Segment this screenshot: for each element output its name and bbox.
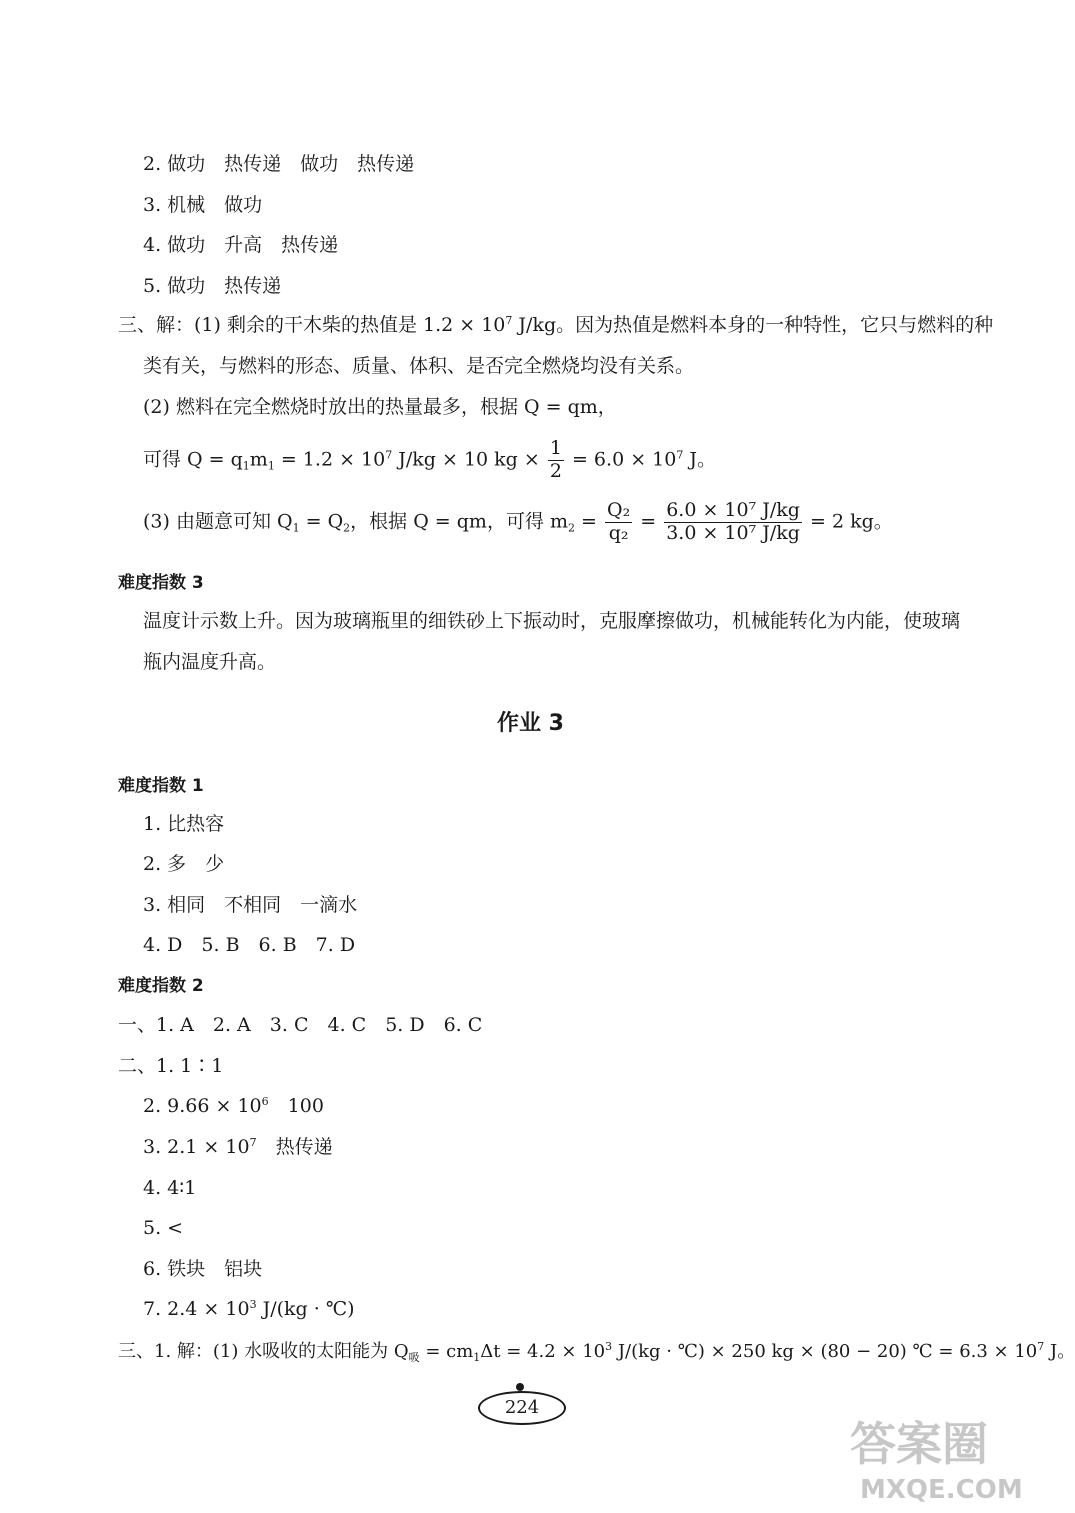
d2-part-two-7: 7. $2.4 \times 10^3$ J/(kg · ℃) (143, 1298, 355, 1320)
d2-part-two-4: 4. 4∶1 (143, 1177, 197, 1199)
d2-part-two-3: 3. $2.1 \times 10^7$ 热传递 (143, 1136, 333, 1158)
page-number: 224 (478, 1391, 566, 1425)
answer-line-5: 5. 做功 热传递 (143, 275, 282, 297)
difficulty-2-heading: 难度指数 2 (118, 976, 204, 996)
fraction-heat-values: $\frac{\text{6.0 × 10⁷ J/kg}}{\text{3.0 × 10⁷ J/kg}}$ (666, 499, 800, 544)
answer-line-2: 2. 做功 热传递 做功 热传递 (143, 153, 415, 175)
answer-line-4: 4. 做功 升高 热传递 (143, 234, 339, 256)
watermark-text: 答案圈 (850, 1417, 988, 1471)
difficulty-3-answer-line1: 温度计示数上升。因为玻璃瓶里的细铁砂上下振动时，克服摩擦做功，机械能转化为内能，使玻璃 (143, 610, 961, 632)
d2-part-two-1: 二、1. 1∶1 (118, 1055, 224, 1077)
fraction-one-half: $\frac{1}{2}$ (549, 437, 562, 482)
q3-part1-line2: 类有关，与燃料的形态、质量、体积、是否完全燃烧均没有关系。 (143, 355, 695, 377)
d2-part-two-6: 6. 铁块 铝块 (143, 1258, 263, 1280)
d2-part-two-5: 5. < (143, 1217, 184, 1239)
difficulty-1-heading: 难度指数 1 (118, 776, 204, 796)
d1-answer-2: 2. 多 少 (143, 853, 225, 875)
section-title-homework-3: 作业 3 (497, 711, 564, 736)
answer-line-3: 3. 机械 做功 (143, 194, 263, 216)
d2-part-one: 一、1. A 2. A 3. C 4. C 5. D 6. C (118, 1014, 483, 1036)
d1-answer-3: 3. 相同 不相同 一滴水 (143, 894, 358, 916)
fraction-q2-over-q2: $\frac{\text{Q₂}}{\text{q₂}}$ (607, 499, 631, 544)
watermark-logo (830, 1400, 1023, 1508)
difficulty-3-heading: 难度指数 3 (118, 573, 204, 593)
d1-answer-1: 1. 比热容 (143, 813, 225, 835)
d2-part-three-1: 三、1. 解：(1) 水吸收的太阳能为 $Q_吸 = cm_1\Delta t = 4.2 \times 10^3$ J/(kg · ℃) × 250 kg × (80 − 20) ℃ = $6.3 \times 10^7$ J。 (118, 1340, 1075, 1364)
q3-part1-line1: 三、解：(1) 剩余的干木柴的热值是 $1.2 \times 10^7$ J/kg。因为热值是燃料本身的一种特性，它只与燃料的种 (118, 314, 994, 336)
q3-part2-line1: (2) 燃料在完全燃烧时放出的热量最多，根据 Q = qm， (143, 396, 617, 418)
d2-part-two-2: 2. $9.66 \times 10^6$ 100 (143, 1095, 324, 1117)
d1-answer-4-7: 4. D 5. B 6. B 7. D (143, 934, 356, 956)
page-number-dot (516, 1383, 524, 1391)
q3-part2-equation: 可得 $Q = q_1m_1 = 1.2 \times 10^7$ J/kg × 10 kg × $\frac{1}{2}$ = $6.0 \times 10^7$ J。 (143, 437, 717, 482)
q3-part3-equation: (3) 由题意可知 $Q_1 = Q_2$，根据 Q = qm，可得 $m_2$ = $\frac{\text{Q₂}}{\text{q₂}}$ = $\frac{\text{6.0 × 10⁷ J/kg}}{\text{3.0 × 10⁷ J/kg}}$ = 2 kg。 (143, 499, 893, 544)
watermark-url: MXQE.COM (860, 1475, 1023, 1505)
difficulty-3-answer-line2: 瓶内温度升高。 (143, 651, 277, 673)
